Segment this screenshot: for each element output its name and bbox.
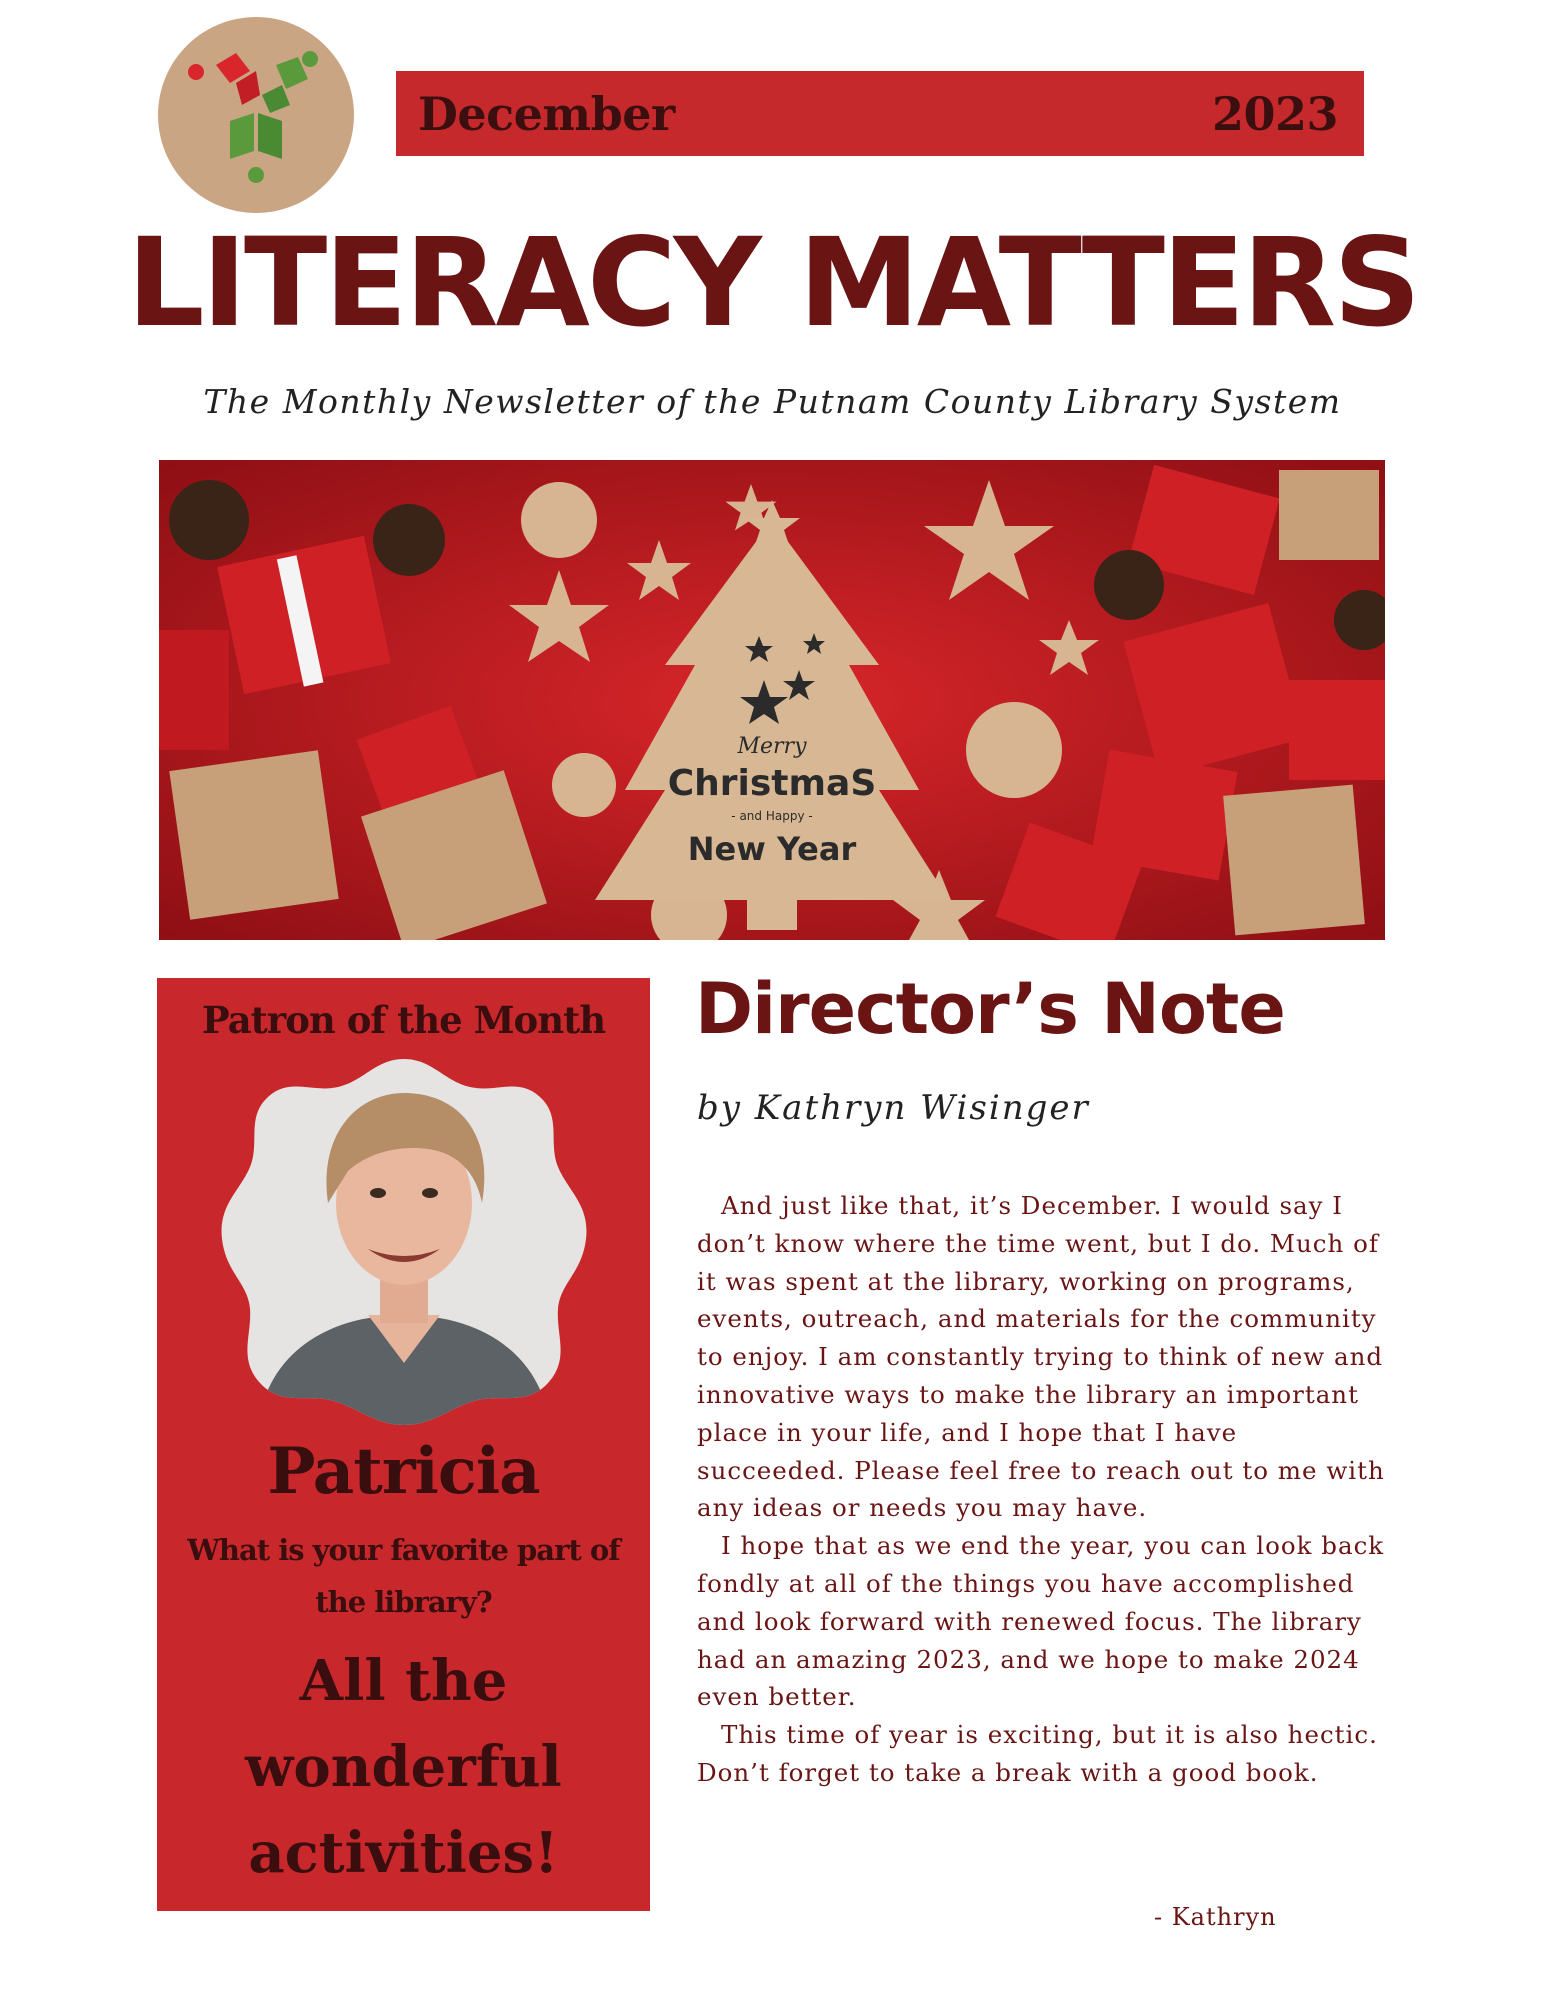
directors-note-body (697, 1187, 1387, 1792)
banner-text-and-happy: - and Happy - (731, 809, 813, 823)
patron-photo (218, 1053, 590, 1425)
patron-answer: All the wonderful activities! (245, 1648, 562, 1886)
directors-note-byline: by Kathryn Wisinger (697, 1088, 1090, 1128)
directors-note-title: Director’s Note (695, 968, 1285, 1050)
issue-month: December (418, 86, 675, 141)
patron-of-the-month-panel (157, 978, 650, 1911)
note-paragraph: This time of year is exciting, but it is also hectic. Don’t forget to take a break with a good book. (697, 1720, 1378, 1787)
note-paragraph: And just like that, it’s December. I would say I don’t know where the time went, but I do. Much of it was spent at the library, working on programs, events, outreach, and materials for the community to enjoy. I am constantly trying to think of new and innovative ways to make the library an important place in your life, and I hope that I have succeeded. Please feel free to reach out to me with any ideas or needs you may have. (697, 1191, 1385, 1523)
date-bar (396, 71, 1364, 156)
patron-question: What is your favorite part of the library? (187, 1533, 620, 1619)
holiday-banner-image (159, 460, 1385, 940)
banner-text-new-year: New Year (687, 830, 857, 868)
book-cluster-icon (158, 17, 354, 213)
banner-text-christmas: ChristmaS (667, 763, 877, 804)
newsletter-subtitle: The Monthly Newsletter of the Putnam County Library System (203, 382, 1342, 421)
patron-name: Patricia (267, 1434, 540, 1509)
newsletter-title: LITERACY MATTERS (126, 212, 1419, 354)
banner-text-merry: Merry (737, 734, 807, 759)
note-paragraph: I hope that as we end the year, you can look back fondly at all of the things you have accomplished and look forward with renewed focus. The library had an amazing 2023, and we hope to make 2024 even better. (697, 1531, 1385, 1712)
directors-note-signature: - Kathryn (1154, 1903, 1277, 1931)
library-logo (158, 17, 354, 213)
patron-heading: Patron of the Month (201, 998, 606, 1042)
issue-year: 2023 (1211, 86, 1338, 141)
